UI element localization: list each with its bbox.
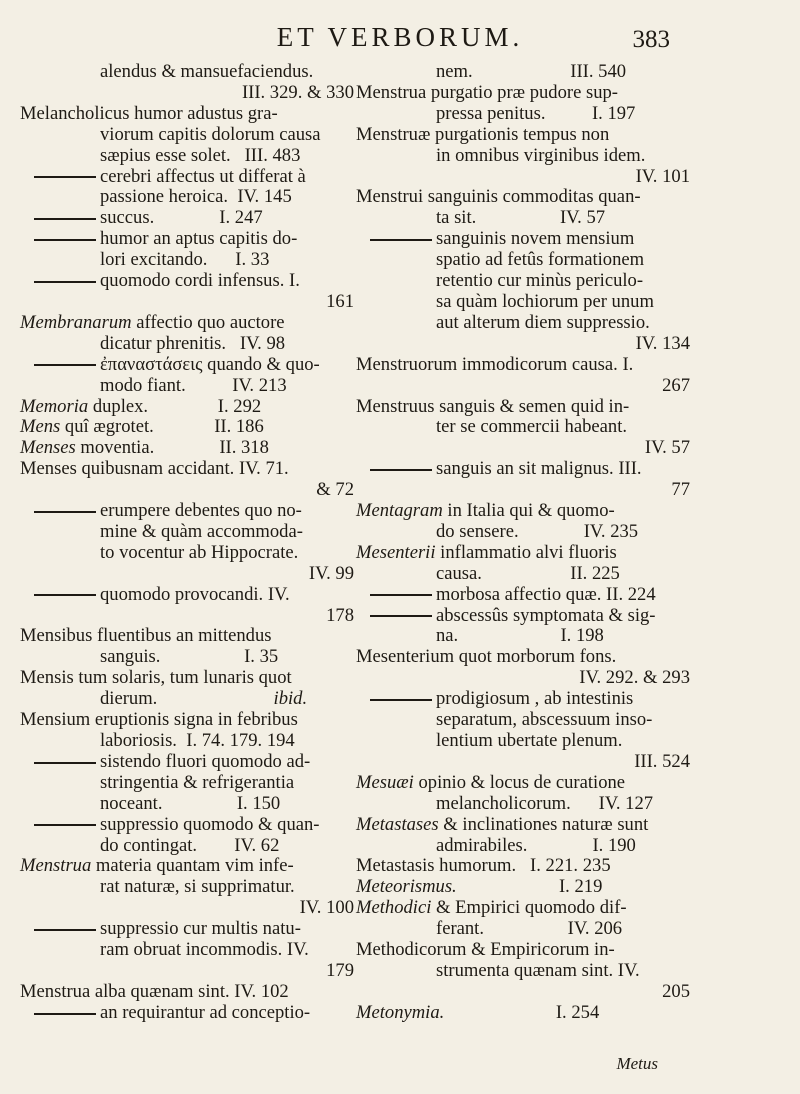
- index-line: [20, 710, 360, 731]
- index-text: erumpere debentes quo no-: [100, 500, 302, 522]
- ditto-dash: [34, 364, 96, 366]
- index-line: [20, 334, 360, 355]
- index-text: do contingat. IV. 62: [100, 834, 280, 856]
- ditto-dash: [370, 615, 432, 617]
- index-line: [20, 898, 360, 919]
- ditto-dash: [370, 699, 432, 701]
- index-text: abscessûs symptomata & sig-: [436, 604, 656, 626]
- index-line: [20, 606, 360, 627]
- index-text: stringentia & refrigerantia: [100, 771, 295, 793]
- index-text: viorum capitis dolorum causa: [100, 123, 321, 145]
- index-line: [356, 626, 696, 647]
- index-text: opinio & locus de curatione: [413, 771, 626, 793]
- index-headword: Menstrua: [20, 855, 92, 877]
- index-line: [20, 229, 360, 250]
- index-text: IV. 101: [635, 165, 690, 187]
- index-text: Methodicorum & Empiricorum in-: [356, 939, 615, 961]
- index-text: causa. II. 225: [436, 562, 620, 584]
- ditto-dash: [34, 511, 96, 513]
- index-headword: Memoria: [20, 395, 89, 417]
- index-text: na. I. 198: [436, 625, 604, 647]
- index-line: [356, 647, 696, 668]
- index-line: [356, 773, 696, 794]
- index-text: Menstrua alba quænam sint. IV. 102: [20, 980, 289, 1002]
- index-line: [356, 397, 696, 418]
- index-text: Metastasis humorum. I. 221. 235: [356, 855, 611, 877]
- ditto-dash: [34, 929, 96, 931]
- index-line: [20, 731, 360, 752]
- index-line: [20, 292, 360, 313]
- index-text: alendus & mansuefaciendus.: [100, 61, 314, 82]
- index-text: 205: [662, 980, 690, 1002]
- index-line: [20, 522, 360, 543]
- index-line: [20, 961, 360, 982]
- index-line: [20, 459, 360, 480]
- index-line: [20, 104, 360, 125]
- index-text: ter se commercii habeant.: [436, 416, 628, 438]
- index-text: 178: [326, 604, 354, 626]
- ditto-dash: [34, 824, 96, 826]
- index-line: [20, 815, 360, 836]
- ditto-dash: [34, 594, 96, 596]
- index-headword: Mesuæi: [356, 771, 414, 793]
- index-headword: Metonymia.: [356, 1001, 445, 1023]
- index-text: IV. 134: [635, 332, 690, 354]
- index-text: quomodo provocandi. IV.: [100, 583, 290, 605]
- index-text: sa quàm lochiorum per unum: [436, 290, 654, 312]
- index-line: [20, 313, 360, 334]
- index-text: sistendo fluori quomodo ad-: [100, 750, 311, 772]
- index-headword: Metastases: [356, 813, 439, 835]
- index-text: IV. 100: [299, 897, 354, 919]
- index-text: succus. I. 247: [100, 207, 263, 229]
- index-text: lentium ubertate plenum.: [436, 730, 623, 751]
- index-text: pressa penitus. I. 197: [436, 102, 636, 124]
- index-text: dierum.: [100, 688, 158, 710]
- index-line: [356, 355, 696, 376]
- index-line: [20, 856, 360, 877]
- index-line: [356, 376, 696, 397]
- index-text: rat naturæ, si supprimatur.: [100, 876, 295, 898]
- index-line: [356, 417, 696, 438]
- index-line: [20, 83, 360, 104]
- index-line: [20, 376, 360, 397]
- index-line: [356, 313, 696, 334]
- index-headword: Mentagram: [356, 500, 443, 522]
- index-text: Menstruus sanguis & semen quid in-: [356, 395, 630, 417]
- index-text: Melancholicus humor adustus gra-: [20, 102, 278, 124]
- index-text: IV. 99: [308, 562, 354, 584]
- index-line: [356, 815, 696, 836]
- index-line: [356, 229, 696, 250]
- index-line: [356, 292, 696, 313]
- index-line: [356, 250, 696, 271]
- running-head: ET VERBORUM.: [276, 22, 524, 52]
- index-line: [20, 250, 360, 271]
- index-text: separatum, abscessuum inso-: [436, 709, 653, 731]
- index-line: [20, 647, 360, 668]
- index-text: Mensibus fluentibus an mittendus: [20, 625, 272, 647]
- index-line: [20, 585, 360, 606]
- index-text: aut alterum diem suppressio.: [436, 311, 650, 333]
- index-text: duplex. I. 292: [88, 395, 262, 417]
- index-text: strumenta quænam sint. IV.: [436, 959, 640, 981]
- index-text: sanguis. I. 35: [100, 646, 279, 668]
- index-line: [356, 877, 696, 898]
- index-headword: Methodici: [356, 897, 432, 919]
- index-text: modo fiant. IV. 213: [100, 374, 287, 396]
- index-text: morbosa affectio quæ. II. 224: [436, 583, 656, 605]
- index-headword: Mens: [20, 416, 61, 438]
- index-text: IV. 57: [644, 437, 690, 459]
- ditto-dash: [370, 469, 432, 471]
- index-text: Menstruæ purgationis tempus non: [356, 123, 610, 145]
- index-line: [356, 104, 696, 125]
- index-line: [20, 773, 360, 794]
- index-text: Mensis tum solaris, tum lunaris quot: [20, 667, 292, 689]
- index-text: Mensium eruptionis signa in febribus: [20, 709, 298, 731]
- index-line: [356, 856, 696, 877]
- index-line: [356, 794, 696, 815]
- index-text: Menstrui sanguinis commoditas quan-: [356, 186, 641, 208]
- index-line: [20, 501, 360, 522]
- page-number: 383: [632, 26, 670, 53]
- index-line: [356, 480, 696, 501]
- index-text: admirabiles. I. 190: [436, 834, 636, 856]
- index-line: [20, 752, 360, 773]
- index-text: Menstruorum immodicorum causa. I.: [356, 353, 634, 375]
- index-reference: ibid.: [273, 688, 308, 710]
- index-line: [20, 146, 360, 167]
- ditto-dash: [34, 239, 96, 241]
- index-line: [20, 877, 360, 898]
- index-text: retentio cur minùs periculo-: [436, 270, 644, 292]
- index-column-left: [20, 62, 360, 1024]
- index-line: [356, 668, 696, 689]
- index-line: [20, 668, 360, 689]
- index-text: prodigiosum , ab intestinis: [436, 688, 634, 710]
- index-text: Menses quibusnam accidant. IV. 71.: [20, 458, 289, 480]
- index-text: melancholicorum. IV. 127: [436, 792, 654, 814]
- index-line: [20, 794, 360, 815]
- index-text: noceant. I. 150: [100, 792, 281, 814]
- index-text: quî ægrotet. II. 186: [60, 416, 264, 438]
- ditto-dash: [34, 218, 96, 220]
- index-line: [20, 417, 360, 438]
- index-line: [356, 501, 696, 522]
- index-line: [356, 83, 696, 104]
- index-line: [356, 334, 696, 355]
- index-headword: Membranarum: [20, 311, 132, 333]
- index-text: 179: [326, 959, 354, 981]
- index-line: [20, 62, 360, 83]
- index-line: [20, 564, 360, 585]
- index-line: [356, 606, 696, 627]
- index-line: [356, 564, 696, 585]
- index-headword: Menses: [20, 437, 76, 459]
- index-line: [20, 836, 360, 857]
- index-line: [356, 522, 696, 543]
- index-line: [356, 271, 696, 292]
- index-line: [20, 167, 360, 188]
- index-line: [20, 982, 360, 1003]
- index-text: sæpius esse solet. III. 483: [100, 144, 301, 166]
- index-column-right: [356, 62, 696, 1024]
- index-text: quomodo cordi infensus. I.: [100, 270, 300, 292]
- index-text: & Empirici quomodo dif-: [431, 897, 627, 919]
- index-text: do sensere. IV. 235: [436, 520, 639, 542]
- index-line: [356, 982, 696, 1003]
- index-line: [356, 940, 696, 961]
- index-text: cerebri affectus ut differat à: [100, 165, 306, 187]
- index-line: [356, 731, 696, 752]
- index-line: [356, 919, 696, 940]
- index-line: [20, 1003, 360, 1024]
- index-text: I. 219: [456, 876, 603, 898]
- ditto-dash: [34, 281, 96, 283]
- index-headword: Meteorismus.: [356, 876, 457, 898]
- index-text: affectio quo auctore: [131, 311, 285, 333]
- index-line: [20, 271, 360, 292]
- index-text: ta sit. IV. 57: [436, 207, 606, 229]
- index-line: [356, 585, 696, 606]
- index-text: Menstrua purgatio præ pudore sup-: [356, 81, 618, 103]
- index-line: [20, 355, 360, 376]
- index-line: [356, 543, 696, 564]
- index-text: dicatur phrenitis. IV. 98: [100, 332, 286, 354]
- index-text: 161: [326, 290, 354, 312]
- index-text: an requirantur ad conceptio-: [100, 1001, 311, 1023]
- index-text: ferant. IV. 206: [436, 918, 623, 940]
- ditto-dash: [370, 594, 432, 596]
- index-line: [20, 919, 360, 940]
- index-line: [356, 836, 696, 857]
- index-line: [356, 187, 696, 208]
- index-text: suppressio cur multis natu-: [100, 918, 301, 940]
- index-text: suppressio quomodo & quan-: [100, 813, 320, 835]
- index-text: lori excitando. I. 33: [100, 249, 270, 271]
- index-line: [20, 543, 360, 564]
- ditto-dash: [34, 176, 96, 178]
- index-line: [356, 459, 696, 480]
- index-line: [356, 146, 696, 167]
- index-text: III. 524: [634, 750, 690, 772]
- index-text: inflammatio alvi fluoris: [435, 541, 617, 563]
- index-text: I. 254: [444, 1001, 600, 1023]
- ditto-dash: [34, 1013, 96, 1015]
- index-text: III. 329. & 330: [241, 81, 354, 103]
- ditto-dash: [34, 762, 96, 764]
- index-line: [20, 125, 360, 146]
- index-headword: Mesenterii: [356, 541, 436, 563]
- index-text: spatio ad fetûs formationem: [436, 249, 645, 271]
- index-text: Mesenterium quot morborum fons.: [356, 646, 617, 668]
- index-text: sanguinis novem mensium: [436, 228, 635, 250]
- index-text: & inclinationes naturæ sunt: [438, 813, 649, 835]
- index-text: materia quantam vim infe-: [91, 855, 294, 877]
- index-line: [20, 438, 360, 459]
- index-line: [20, 397, 360, 418]
- index-text: IV. 292. & 293: [579, 667, 690, 689]
- index-line: [20, 208, 360, 229]
- index-text: moventia. II. 318: [75, 437, 269, 459]
- index-line: [356, 689, 696, 710]
- index-text: 267: [662, 374, 690, 396]
- index-text: & 72: [316, 479, 354, 501]
- index-line: [356, 1003, 696, 1024]
- index-line: [356, 710, 696, 731]
- index-text: mine & quàm accommoda-: [100, 520, 303, 542]
- catchword: Metus: [616, 1054, 658, 1073]
- page-header: [0, 18, 800, 58]
- index-line: [356, 208, 696, 229]
- index-text: to vocentur ab Hippocrate.: [100, 541, 299, 563]
- index-line: [20, 626, 360, 647]
- index-text: in omnibus virginibus idem.: [436, 144, 646, 166]
- index-line: [20, 187, 360, 208]
- index-line: [20, 940, 360, 961]
- index-text: 77: [671, 479, 690, 501]
- index-line: [356, 125, 696, 146]
- index-line: [356, 898, 696, 919]
- index-text: laboriosis. I. 74. 179. 194: [100, 730, 295, 751]
- index-text: ram obruat incommodis. IV.: [100, 939, 309, 961]
- index-text: humor an aptus capitis do-: [100, 228, 298, 250]
- index-line: [356, 62, 696, 83]
- index-text: in Italia qui & quomo-: [442, 500, 615, 522]
- index-line: [356, 752, 696, 773]
- index-line: [356, 438, 696, 459]
- index-text: passione heroica. IV. 145: [100, 186, 292, 208]
- index-text: nem. III. 540: [436, 61, 627, 82]
- index-line: [20, 689, 360, 710]
- index-line: [20, 480, 360, 501]
- index-text: sanguis an sit malignus. III.: [436, 458, 642, 480]
- index-line: [356, 167, 696, 188]
- index-text: ἐπαναστάσεις quando & quo-: [100, 353, 320, 375]
- ditto-dash: [370, 239, 432, 241]
- index-line: [356, 961, 696, 982]
